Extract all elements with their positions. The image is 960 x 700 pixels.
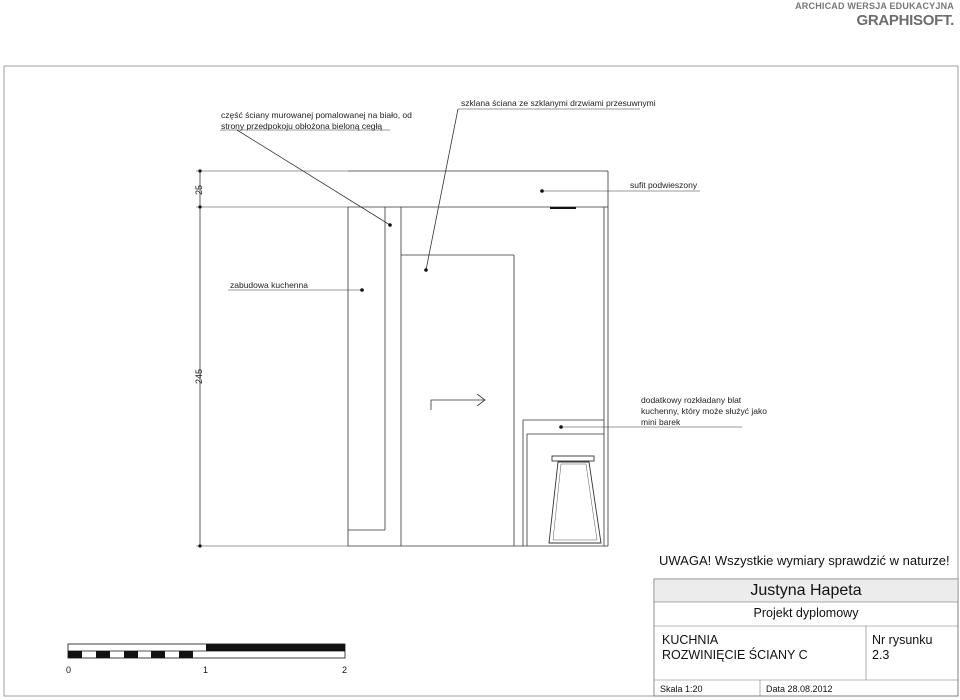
kitchen-note: zabudowa kuchenna: [230, 280, 308, 290]
leader-wall: [237, 130, 390, 225]
leader-kitchen-dot: [360, 288, 364, 292]
scale-label-2: 2: [342, 665, 348, 675]
drawing-name: ROZWINIĘCIE ŚCIANY C: [662, 648, 808, 662]
brand-logo: GRAPHISOFT.: [856, 12, 954, 29]
drawing-number-block: [872, 633, 932, 663]
counter-note: [641, 395, 767, 428]
counter-note-line2: kuchenny, który może służyć jako: [641, 406, 767, 416]
number-label: Nr rysunku: [872, 633, 933, 647]
leader-glass-dot: [424, 268, 428, 272]
project-label: Projekt dyplomowy: [753, 606, 859, 620]
leader-wall-dot: [388, 223, 392, 227]
dimension-main: 245: [194, 368, 204, 384]
glass-wall-note: szklana ściana ze szklanymi drzwiami przesuwnymi: [461, 98, 656, 108]
counter-note-line1: dodatkowy rozkładany blat: [641, 395, 742, 405]
scale-bar: [68, 644, 345, 658]
leader-counter-dot: [559, 425, 563, 429]
ceiling-note: sufit podwieszony: [630, 180, 698, 190]
leader-ceiling-dot: [540, 189, 544, 193]
date-text: Data 28.08.2012: [766, 684, 833, 694]
dimension-top: 25: [194, 184, 204, 195]
dim-tick-mid: [198, 205, 201, 208]
edition-label: ARCHICAD WERSJA EDUKACYJNA: [795, 1, 954, 11]
counter-note-line3: mini barek: [641, 417, 681, 427]
stool-body-inner: [553, 464, 597, 540]
dim-tick-bottom: [198, 544, 201, 547]
room-drawing: [662, 633, 808, 663]
number-value: 2.3: [872, 648, 890, 662]
scale-label-1: 1: [203, 665, 209, 675]
wall-note-line1: część ściany murowanej pomalowanej na biało, od: [221, 110, 412, 120]
stool-seat: [552, 456, 594, 461]
scale-label-0: 0: [66, 665, 72, 675]
wall-note-line2: strony przedpokoju obłożona bieloną cegłą: [221, 121, 383, 131]
room-name: KUCHNIA: [662, 633, 719, 647]
scale-text: Skala 1:20: [660, 684, 703, 694]
warning-text: UWAGA! Wszystkie wymiary sprawdzić w naturze!: [659, 553, 950, 568]
slide-arrow: [431, 400, 484, 410]
wall-note: [221, 110, 412, 132]
author-name: Justyna Hapeta: [750, 582, 862, 599]
leader-glass: [426, 109, 458, 270]
dim-tick-top: [198, 169, 201, 172]
